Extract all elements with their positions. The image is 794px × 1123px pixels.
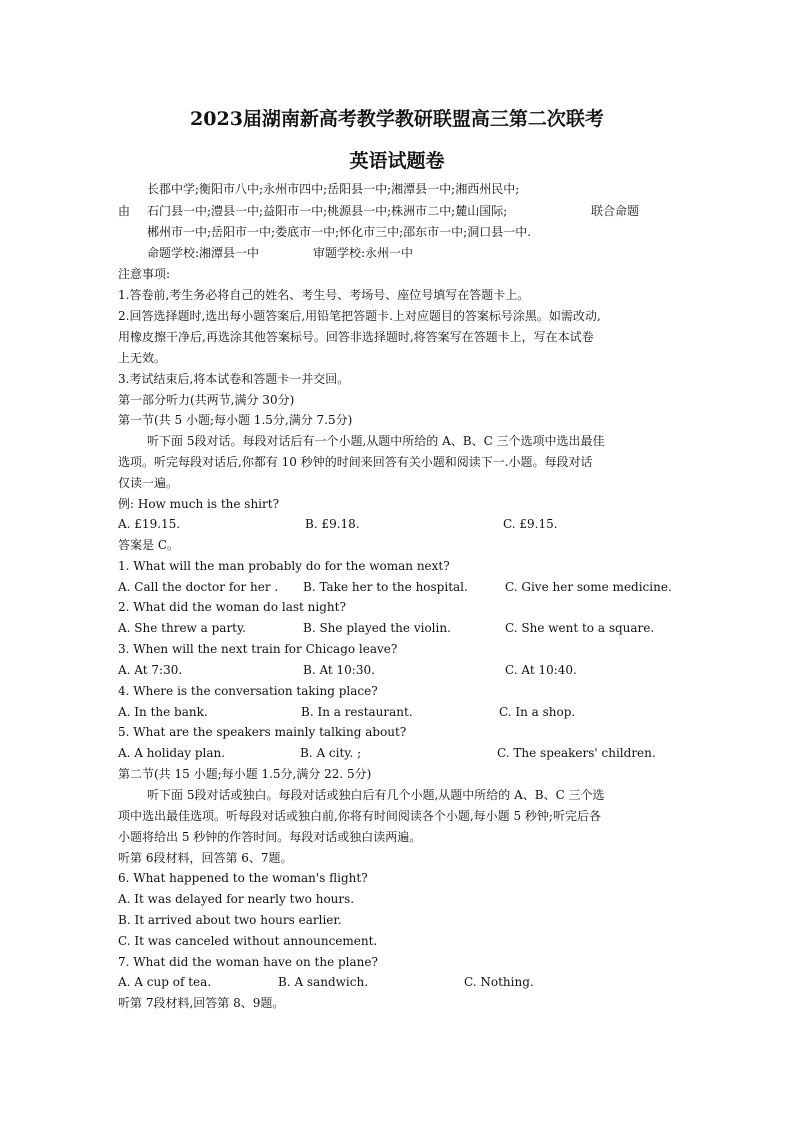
notice-item-3: 3.考试结束后,将本试卷和答题卡一并交回。 xyxy=(118,372,350,386)
question-4-option-c: C. In a shop. xyxy=(499,705,576,719)
question-7-option-b: B. A sandwich. xyxy=(278,975,369,989)
part1-heading: 第一部分听力(共两节,满分 30分) xyxy=(118,393,295,407)
question-5-option-a: A. A holiday plan. xyxy=(118,746,226,760)
section2-instr-b: 项中选出最佳选项。听每段对话或独白前,你将有时间阅读各个小题,每小题 5 秒钟;听完后各 xyxy=(118,809,601,823)
notice-item-1: 1.答卷前,考生务必将自己的姓名、考生号、考场号、座位号填写在答题卡上。 xyxy=(118,288,530,302)
question-4: 4. Where is the conversation taking place? xyxy=(118,684,378,698)
example-option-a: A. £19.15. xyxy=(118,517,181,531)
question-1-option-b: B. Take her to the hospital. xyxy=(303,580,468,594)
notice-item-2a: 2.回答选择题时,选出每小题答案后,用铅笔把答题卡.上对应题目的答案标号涂黑。如需改动, xyxy=(118,309,601,323)
question-1: 1. What will the man probably do for the woman next? xyxy=(118,559,450,573)
question-4-option-a: A. In the bank. xyxy=(118,705,208,719)
question-6-option-c: C. It was canceled without announcement. xyxy=(118,934,378,948)
schools-line-2: 石门县一中;澧县一中;益阳市一中;桃源县一中;株洲市二中;麓山国际; xyxy=(147,204,508,218)
question-1-option-c: C. Give her some medicine. xyxy=(505,580,672,594)
question-3-option-a: A. At 7:30. xyxy=(118,663,183,677)
question-7: 7. What did the woman have on the plane? xyxy=(118,955,378,969)
question-2-option-b: B. She played the violin. xyxy=(303,621,451,635)
notice-heading: 注意事项: xyxy=(118,267,171,281)
reviewer-school: 审题学校:永州一中 xyxy=(313,246,414,260)
example-question: 例: How much is the shirt? xyxy=(118,497,279,511)
question-2-option-c: C. She went to a square. xyxy=(505,621,655,635)
question-6-option-b: B. It arrived about two hours earlier. xyxy=(118,913,342,927)
question-5-option-b: B. A city. ; xyxy=(300,746,362,760)
section1-heading: 第一节(共 5 小题;每小题 1.5分,满分 7.5分) xyxy=(118,413,353,427)
question-3-option-b: B. At 10:30. xyxy=(303,663,375,677)
material-6: 听第 6段材料，回答第 6、7题。 xyxy=(118,851,293,865)
proposer-school: 命题学校:湘潭县一中 xyxy=(147,246,260,260)
example-option-b: B. £9.18. xyxy=(305,517,360,531)
section2-heading: 第二节(共 15 小题;每小题 1.5分,满分 22. 5分) xyxy=(118,767,372,781)
question-7-option-a: A. A cup of tea. xyxy=(118,975,212,989)
schools-you: 由 xyxy=(118,204,131,218)
question-7-option-c: C. Nothing. xyxy=(464,975,534,989)
schools-joint: 联合命题 xyxy=(591,204,640,218)
schools-line-3: 郴州市一中;岳阳市一中;娄底市一中;怀化市三中;邵东市一中;洞口县一中. xyxy=(147,225,532,239)
question-2-option-a: A. She threw a party. xyxy=(118,621,246,635)
section2-instr-c: 小题将给出 5 秒钟的作答时间。每段对话或独白读两遍。 xyxy=(118,830,422,844)
section1-instr-c: 仅读一遍。 xyxy=(118,476,179,490)
question-4-option-b: B. In a restaurant. xyxy=(301,705,413,719)
question-3: 3. When will the next train for Chicago leave? xyxy=(118,642,398,656)
question-1-option-a: A. Call the doctor for her . xyxy=(118,580,279,594)
exam-subtitle: 英语试题卷 xyxy=(349,150,445,172)
schools-line-1: 长郡中学;衡阳市八中;永州市四中;岳阳县一中;湘潭县一中;湘西州民中; xyxy=(147,182,520,196)
question-6-option-a: A. It was delayed for nearly two hours. xyxy=(118,892,355,906)
question-2: 2. What did the woman do last night? xyxy=(118,600,346,614)
notice-item-2c: 上无效。 xyxy=(118,351,167,365)
exam-title: 2023届湖南新高考教学教研联盟高三第二次联考 xyxy=(190,108,604,130)
notice-item-2b: 用橡皮擦干净后,再选涂其他答案标号。回答非选择题时,将答案写在答题卡上，写在本试卷 xyxy=(118,330,594,344)
question-6: 6. What happened to the woman's flight? xyxy=(118,871,368,885)
section1-instr-b: 选项。听完每段对话后,你都有 10 秒钟的时间来回答有关小题和阅读下一.小题。每段对话 xyxy=(118,455,593,469)
section1-instr-a: 听下面 5段对话。每段对话后有一个小题,从题中所给的 A、B、C 三个选项中选出最佳 xyxy=(147,434,605,448)
question-5: 5. What are the speakers mainly talking about? xyxy=(118,725,407,739)
section2-instr-a: 听下面 5段对话或独白。每段对话或独白后有几个小题,从题中所给的 A、B、C 三个选 xyxy=(147,788,605,802)
example-answer: 答案是 C。 xyxy=(118,538,179,552)
question-3-option-c: C. At 10:40. xyxy=(505,663,577,677)
material-7: 听第 7段材料,回答第 8、9题。 xyxy=(118,996,285,1010)
question-5-option-c: C. The speakers' children. xyxy=(497,746,656,760)
example-option-c: C. £9.15. xyxy=(503,517,558,531)
